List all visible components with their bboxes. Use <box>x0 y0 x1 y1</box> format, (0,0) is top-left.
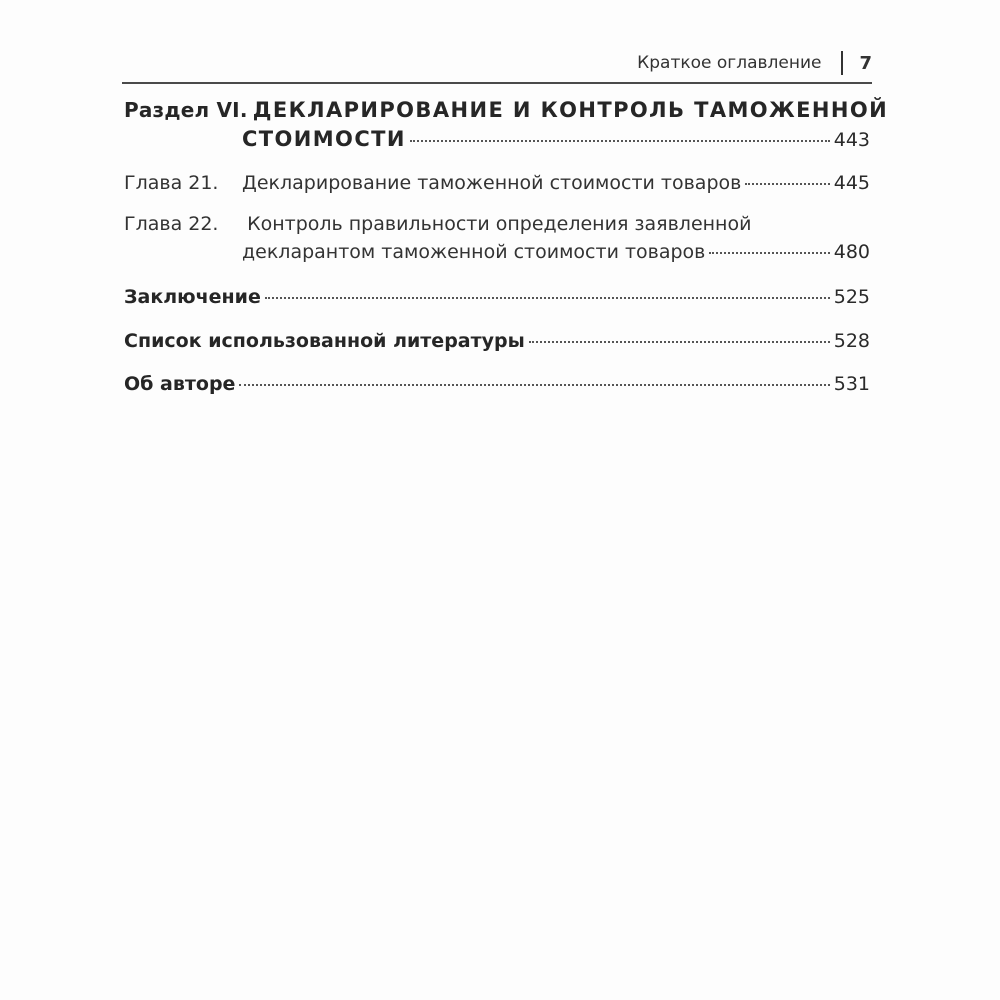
chapter-title-line2: декларантом таможенной стоимости товаров <box>242 241 706 263</box>
toc-section-row[interactable] <box>242 127 870 151</box>
header-separator <box>841 51 843 75</box>
page-number: 7 <box>859 52 872 74</box>
toc-entry-bibliography[interactable] <box>124 330 870 352</box>
chapter-page: 480 <box>833 241 870 263</box>
dot-leader <box>410 140 830 142</box>
chapter-label: Глава 22. <box>124 213 219 235</box>
running-header <box>637 50 872 76</box>
running-title: Краткое оглавление <box>637 53 822 73</box>
chapter-label: Глава 21. <box>124 172 219 194</box>
toc-chapter-22[interactable] <box>242 241 870 263</box>
entry-title: Заключение <box>124 286 261 308</box>
dot-leader <box>265 297 830 299</box>
dot-leader <box>239 384 829 386</box>
toc-chapter-22-heading <box>124 213 751 235</box>
header-rule <box>122 82 872 84</box>
dot-leader <box>529 341 830 343</box>
chapter-title-line1: Контроль правильности определения заявленной <box>247 213 752 235</box>
section-page: 443 <box>833 129 870 151</box>
dot-leader <box>709 252 829 254</box>
toc-section-heading <box>124 98 888 122</box>
entry-page: 531 <box>833 373 870 395</box>
toc-entry-about-author[interactable] <box>124 373 870 395</box>
entry-title: Об авторе <box>124 373 236 395</box>
chapter-page: 445 <box>833 172 870 194</box>
entry-page: 528 <box>833 330 870 352</box>
chapter-title: Декларирование таможенной стоимости товаров <box>242 172 742 194</box>
section-title-line2: СТОИМОСТИ <box>242 127 406 151</box>
dot-leader <box>745 183 829 185</box>
toc-entry-conclusion[interactable] <box>124 286 870 308</box>
section-title-line1: ДЕКЛАРИРОВАНИЕ И КОНТРОЛЬ ТАМОЖЕННОЙ <box>252 98 889 122</box>
section-prefix: Раздел VI. <box>124 98 248 122</box>
entry-page: 525 <box>833 286 870 308</box>
toc-chapter-21[interactable] <box>124 172 870 194</box>
entry-title: Список использованной литературы <box>124 330 525 352</box>
